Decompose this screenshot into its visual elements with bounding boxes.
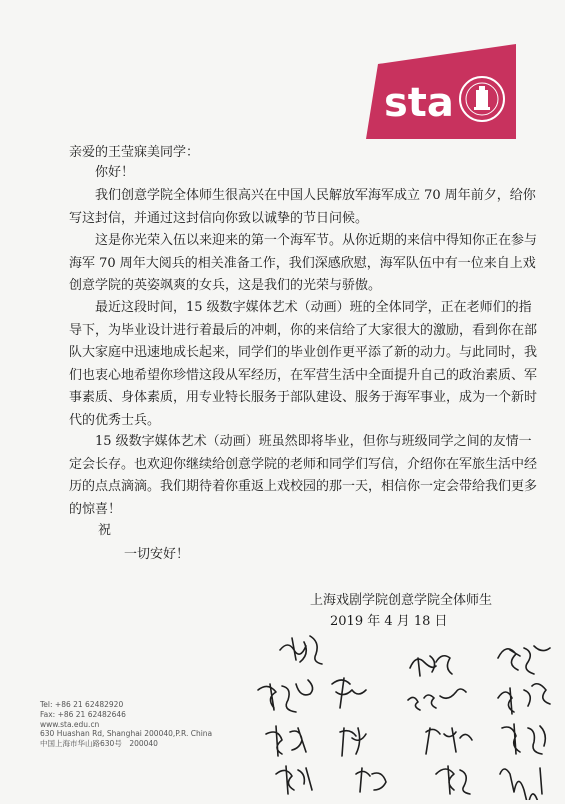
contact-tel: Tel: +86 21 62482920 (40, 700, 124, 709)
letter-closing: 祝 (98, 523, 112, 538)
contact-web[interactable]: www.sta.edu.cn (40, 719, 100, 729)
signature-scribbles (240, 628, 565, 800)
handwritten-signatures (240, 628, 565, 800)
sta-logo-graphic (366, 44, 519, 139)
letter-wish: 一切安好！ (124, 547, 190, 562)
sta-logo (366, 44, 519, 139)
contact-info (40, 700, 212, 749)
letter-date: 2019 年 4 月 18 日 (330, 614, 448, 629)
letter-paragraph: 最近这段时间，15 级数字媒体艺术（动画）班的全体同学，正在老师们的指导下，为毕业设计进行着最后的冲刺，你的来信给了大家很大的激励，看到你在部队大家庭中迅速地成长起来，同学们的毕业创作更平添了新的动力。与此同时，我们也衷心地希望你珍惜这段从军经历，在军营生活中全面提升自己的政治素质、军事素质、身体素质，用专业特长服务于部队建设、服务于海军事业，成为一个新时代的优秀士兵。 (69, 300, 538, 428)
contact-fax: Fax: +86 21 62482646 (40, 709, 126, 719)
letter-paragraph: 15 级数字媒体艺术（动画）班虽然即将毕业，但你与班级同学之间的友情一定会长存。也欢迎你继续给创意学院的老师和同学们写信，介绍你在军旅生活中经历的点点滴滴。我们期待着你重返上戏校园的那一天，相信你一定会带给我们更多的惊喜！ (69, 434, 538, 517)
letter-paragraph: 你好！ (95, 165, 135, 180)
svg-text:sta: sta (384, 80, 454, 126)
letter-greeting: 亲爱的王莹寐美同学： (69, 145, 200, 160)
letter-paragraph: 我们创意学院全体师生很高兴在中国人民解放军海军成立 70 周年前夕，给你写这封信，并通过这封信向你致以诚挚的节日问候。 (69, 188, 536, 226)
letter-paragraph: 这是你光荣入伍以来迎来的第一个海军节。从你近期的来信中得知你正在参与海军 70 周年大阅兵的相关准备工作，我们深感欣慰，海军队伍中有一位来自上戏创意学院的英姿飒爽的女兵，这是我们的光荣与骄傲。 (69, 233, 538, 293)
contact-address-cn: 中国上海市华山路630号 200040 (40, 739, 158, 749)
contact-address-en: 630 Huashan Rd, Shanghai 200040,P.R. China (40, 729, 213, 739)
letter-signature: 上海戏剧学院创意学院全体师生 (310, 593, 493, 608)
